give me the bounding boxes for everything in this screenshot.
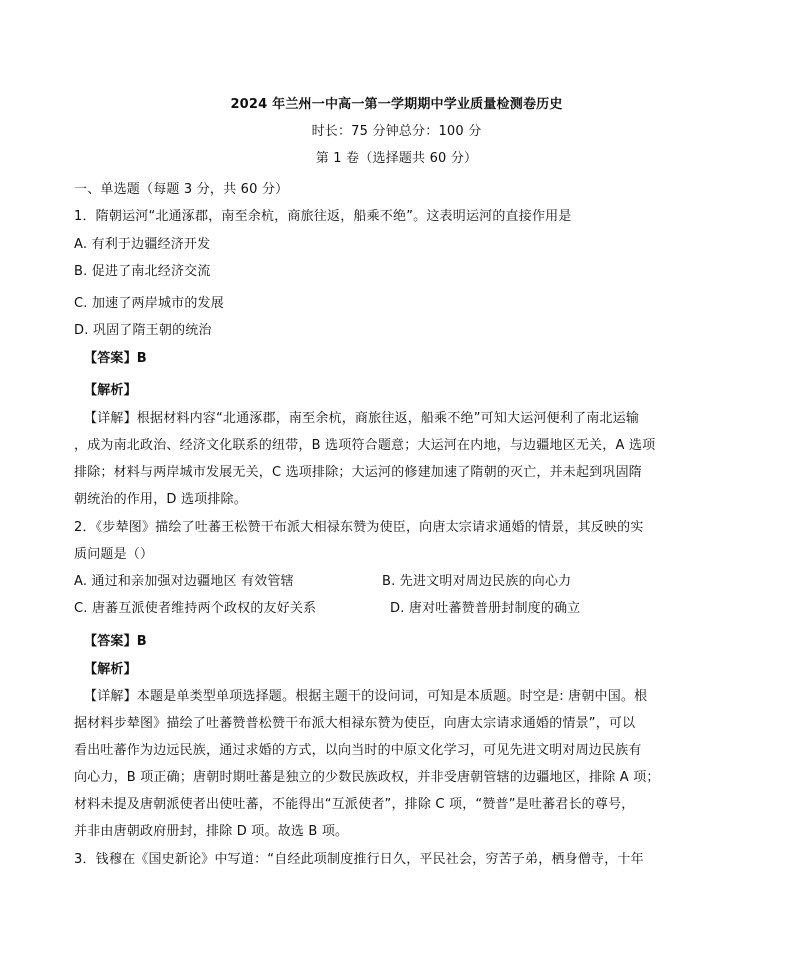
q1-option-a: A. 有利于边疆经济开发 <box>74 237 211 252</box>
q3-stem: 3．钱穆在《国史新论》中写道：“自经此项制度推行日久，平民社会，穷苦子弟，栖身僧寺，十年 <box>74 852 644 867</box>
exam-title: 2024 年兰州一中高一第一学期期中学业质量检测卷历史 <box>230 97 563 112</box>
q1-option-b: B. 促进了南北经济交流 <box>74 264 211 279</box>
q2-stem-continued: 质问题是（） <box>74 547 154 562</box>
exam-duration: 时长：75 分钟总分：100 分 <box>311 124 482 139</box>
q2-option-c: C. 唐蕃互派使者维持两个政权的友好关系 <box>74 601 317 616</box>
q1-analysis-label: 【解析】 <box>84 383 137 398</box>
q1-detail-line: 排除；材料与两岸城市发展无关，C 选项排除；大运河的修建加速了隋朝的灭亡，并未起到巩固隋 <box>74 465 643 480</box>
q1-detail-line: 朝统治的作用，D 选项排除。 <box>74 492 247 507</box>
q2-detail-line: 并非由唐朝政府册封，排除 D 项。故选 B 项。 <box>74 824 349 839</box>
q2-option-a: A. 通过和亲加强对边疆地区 有效管辖 <box>74 574 294 589</box>
q2-stem: 2．《步辇图》描绘了吐蕃王松赞干布派大相禄东赞为使臣，向唐太宗请求通婚的情景，其反映的实 <box>74 520 644 535</box>
exam-volume: 第 1 卷（选择题共 60 分） <box>315 151 478 166</box>
q1-detail-line: 【详解】根据材料内容“北通涿郡，南至余杭，商旅往返，船乘不绝”可知大运河便利了南北运输 <box>84 411 640 426</box>
q1-option-d: D. 巩固了隋王朝的统治 <box>74 323 212 338</box>
q1-detail-line: ，成为南北政治、经济文化联系的纽带，B 选项符合题意；大运河在内地，与边疆地区无关，A 选项 <box>74 438 656 453</box>
q1-option-c: C. 加速了两岸城市的发展 <box>74 296 224 311</box>
q1-stem: 1．隋朝运河“北通涿郡，南至余杭，商旅往返，船乘不绝”。这表明运河的直接作用是 <box>74 209 572 224</box>
q2-detail-line: 看出吐蕃作为边远民族，通过求婚的方式，以向当时的中原文化学习，可见先进文明对周边民族有 <box>74 743 642 758</box>
q2-option-d: D. 唐对吐蕃赞普册封制度的确立 <box>390 601 581 616</box>
q1-answer: 【答案】B <box>84 351 147 366</box>
q2-analysis-label: 【解析】 <box>84 662 137 677</box>
q2-detail-line: 材料未提及唐朝派使者出使吐蕃，不能得出“互派使者”，排除 C 项，“赞普”是吐蕃君长的尊号， <box>74 797 635 812</box>
q2-option-b: B. 先进文明对周边民族的向心力 <box>382 574 572 589</box>
section-heading: 一、单选题（每题 3 分，共 60 分） <box>74 182 289 197</box>
q2-detail-line: 据材料步辇图》描绘了吐蕃赞普松赞干布派大相禄东赞为使臣，向唐太宗请求通婚的情景”，可以 <box>74 716 636 731</box>
q2-detail-line: 【详解】本题是单类型单项选择题。根据主题干的设问词，可知是本质题。时空是: 唐朝中国。根 <box>84 689 648 704</box>
q2-detail-line: 向心力，B 项正确；唐朝时期吐蕃是独立的少数民族政权，并非受唐朝管辖的边疆地区，排除 A 项； <box>74 770 660 785</box>
q2-answer: 【答案】B <box>84 634 147 649</box>
